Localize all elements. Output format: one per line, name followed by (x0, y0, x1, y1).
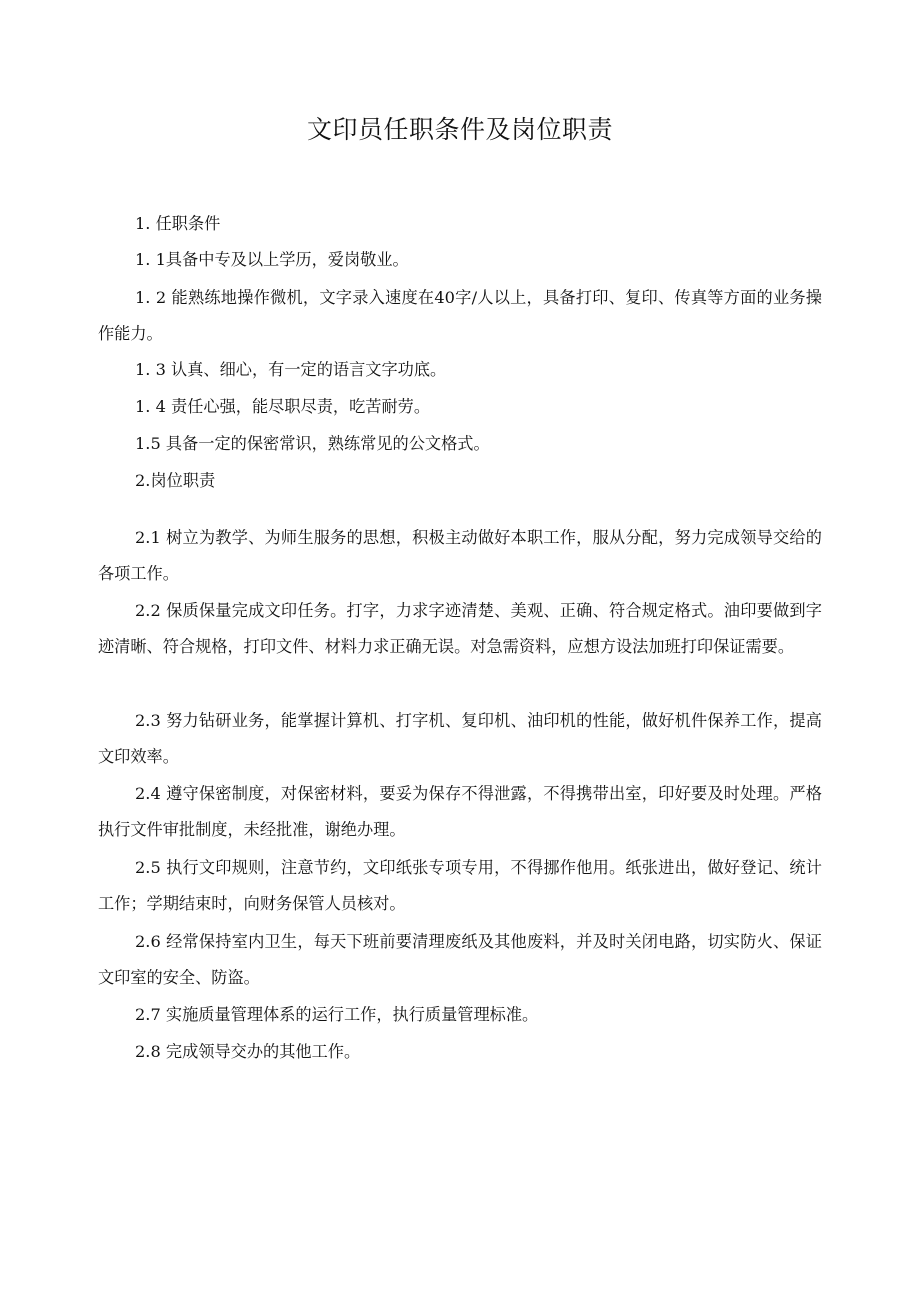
paragraph-1-1: 1. 1具备中专及以上学历，爱岗敬业。 (135, 250, 409, 269)
paragraph-2-1: 2.1 树立为教学、为师生服务的思想，积极主动做好本职工作，服从分配，努力完成领导交给的各项工作。 (98, 528, 822, 583)
paragraph-2-4: 2.4 遵守保密制度，对保密材料，要妥为保存不得泄露，不得携带出室，印好要及时处理。严格执行文件审批制度，未经批准，谢绝办理。 (98, 784, 822, 839)
section-heading-2: 2.岗位职责 (135, 471, 216, 490)
paragraph-2-8: 2.8 完成领导交办的其他工作。 (135, 1042, 361, 1061)
paragraph-2-2: 2.2 保质保量完成文印任务。打字，力求字迹清楚、美观、正确、符合规定格式。油印要做到字迹清晰、符合规格，打印文件、材料力求正确无误。对急需资料，应想方设法加班打印保证需要。 (98, 601, 822, 656)
paragraph-1-5: 1.5 具备一定的保密常识，熟练常见的公文格式。 (135, 434, 490, 453)
paragraph-2-5: 2.5 执行文印规则，注意节约，文印纸张专项专用，不得挪作他用。纸张进出，做好登记、统计工作；学期结束时，向财务保管人员核对。 (98, 858, 822, 913)
section-heading-1: 1. 任职条件 (135, 214, 221, 233)
paragraph-2-3: 2.3 努力钻研业务，能掌握计算机、打字机、复印机、油印机的性能，做好机件保养工作，提高文印效率。 (98, 711, 822, 766)
paragraph-1-3: 1. 3 认真、细心，有一定的语言文字功底。 (135, 360, 447, 379)
paragraph-2-6: 2.6 经常保持室内卫生，每天下班前要清理废纸及其他废料，并及时关闭电路，切实防火、保证文印室的安全、防盗。 (98, 932, 822, 987)
paragraph-1-4: 1. 4 责任心强，能尽职尽责，吃苦耐劳。 (135, 397, 431, 416)
document-title: 文印员任职条件及岗位职责 (306, 115, 613, 144)
paragraph-2-7: 2.7 实施质量管理体系的运行工作，执行质量管理标准。 (135, 1005, 539, 1024)
paragraph-1-2: 1. 2 能熟练地操作微机，文字录入速度在40字/人以上，具备打印、复印、传真等方面的业务操作能力。 (98, 288, 822, 343)
